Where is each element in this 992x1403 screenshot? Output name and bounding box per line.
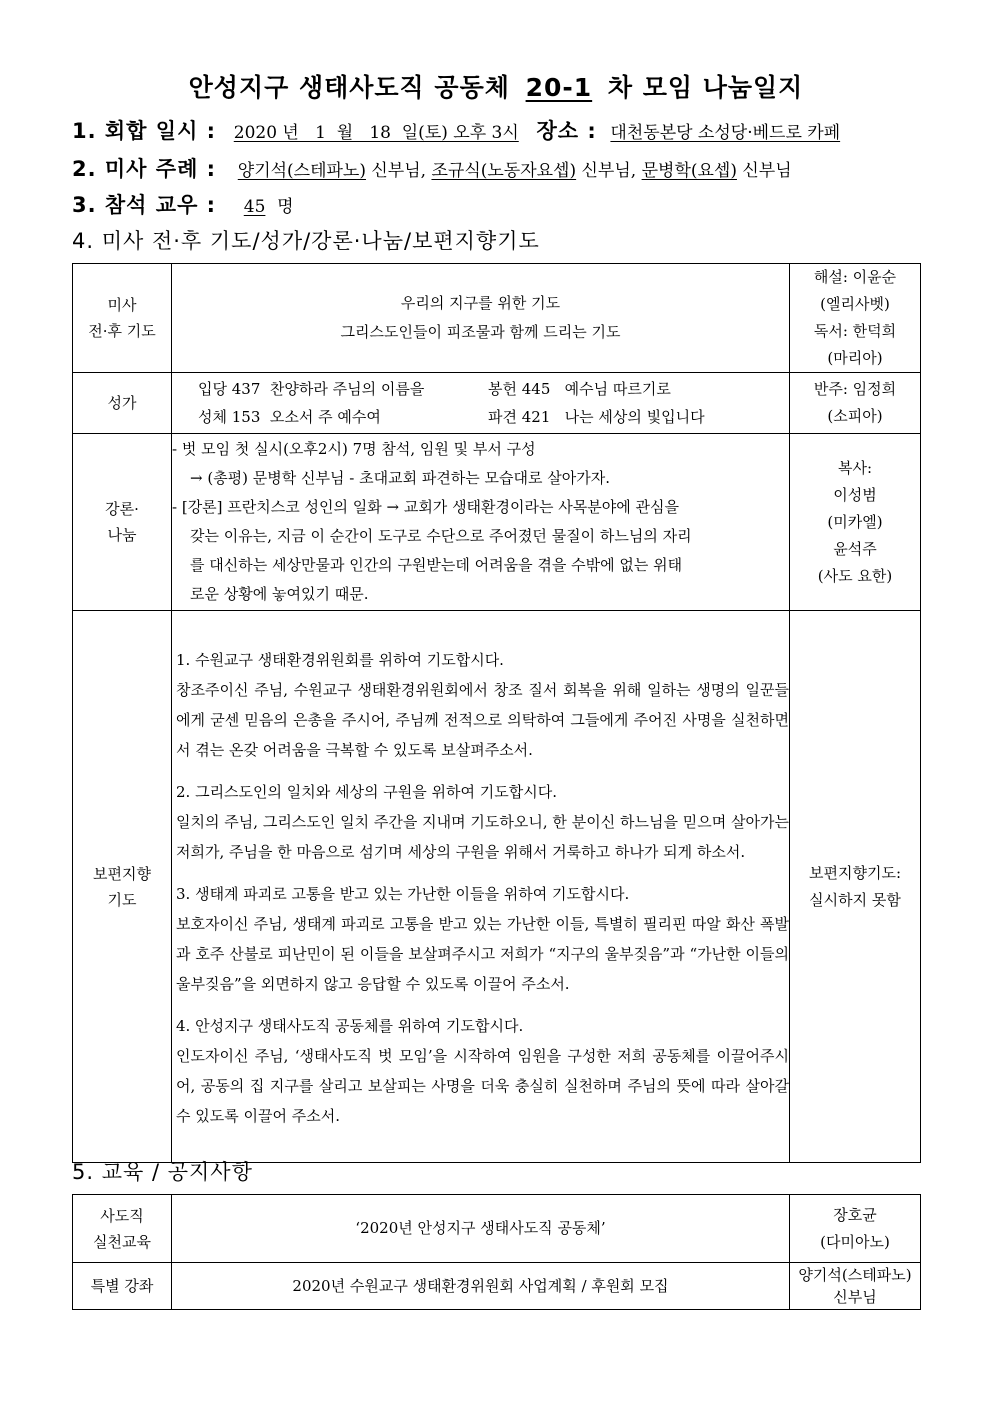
side-line: 윤석주 — [833, 539, 877, 558]
row-header-line: 실천교육 — [93, 1232, 151, 1251]
priest-3-title: 신부님 — [736, 161, 792, 181]
table-row — [73, 1263, 921, 1310]
row-header — [73, 434, 172, 611]
prayer-intention: 2. 그리스도인의 일치와 세상의 구원을 위하여 기도합시다. 일치의 주님, 그리스도인 일치 주간을 지내며 기도하오니, 한 분이신 하느님을 믿으며 살아가는 저희가, 주님을 한 마음으로 섬기며 세상의 구원을 위해서 거룩하고 하나가 되게 하소서. — [176, 782, 789, 861]
table-row — [73, 1195, 921, 1263]
side-line: 신부님 — [833, 1288, 877, 1306]
side-line: (미카엘) — [827, 512, 883, 531]
row-header — [73, 1195, 172, 1263]
hymn-entry: 봉헌 445 예수님 따르기로 — [488, 380, 671, 398]
attendance-unit: 명 — [277, 197, 294, 217]
section-4-title: 4. 미사 전·후 기도/성가/강론·나눔/보편지향기도 — [72, 229, 540, 253]
lecture-line: 를 대신하는 세상만물과 인간의 구원받는데 어려움을 겪을 수밖에 없는 위태 — [190, 556, 683, 574]
row-header-line: 보편지향 — [93, 864, 151, 883]
lecture-line: 로운 상황에 놓여있기 때문. — [190, 585, 369, 603]
row-header — [73, 264, 172, 373]
lecture-line: - [강론] 프란치스코 성인의 일화 → 교회가 생태환경이라는 사목분야에 관심을 — [172, 498, 679, 516]
row-side — [790, 1263, 921, 1310]
side-line: 이성범 — [833, 485, 877, 504]
priest-3: 문병학(요셉) — [641, 161, 737, 181]
row-header-line: 미사 — [107, 296, 137, 314]
place-label: 장소 : — [536, 119, 597, 143]
side-line: 장호균 — [833, 1205, 877, 1224]
row-header-line: 사도직 — [100, 1206, 144, 1225]
row-side — [790, 1195, 921, 1263]
title-suffix: 차 모임 나눔일지 — [607, 73, 804, 102]
notice-table — [72, 1194, 921, 1310]
table-row — [73, 434, 921, 611]
celebrants — [238, 161, 792, 181]
prayer-title: 우리의 지구를 위한 기도 — [400, 294, 561, 312]
side-line: 반주: 임정희 — [813, 380, 897, 398]
row-header: 특별 강좌 — [73, 1263, 172, 1310]
side-line: 해설: 이윤순 — [813, 268, 897, 286]
document-title — [0, 68, 992, 104]
meeting-datetime-line — [72, 115, 840, 145]
priest-2-title: 신부님, — [576, 161, 642, 181]
row-header-line: 기도 — [107, 890, 137, 909]
row-header: 성가 — [73, 373, 172, 434]
row-header-line: 강론· — [105, 500, 139, 518]
meeting-datetime: 2020 년 1 월 18 일(토) 오후 3시 — [233, 123, 519, 143]
side-line: (다미아노) — [820, 1232, 890, 1251]
attendance-label: 3. 참석 교우 : — [72, 193, 217, 217]
hymn-list — [172, 375, 789, 431]
hymn-entry: 파견 421 나는 세상의 빛입니다 — [488, 408, 705, 426]
side-line: (엘리사벳) — [820, 295, 890, 313]
row-content — [172, 264, 790, 373]
universal-prayers — [172, 635, 789, 1139]
section-5-title: 5. 교육 / 공지사항 — [72, 1160, 253, 1184]
row-content — [172, 434, 790, 611]
lecture-line: - 벗 모임 첫 실시(오후2시) 7명 참석, 임원 및 부서 구성 — [172, 440, 536, 458]
hymn-entry: 입당 437 찬양하라 주님의 이름을 — [198, 380, 425, 398]
hymn-entry: 성체 153 오소서 주 예수여 — [198, 408, 381, 426]
side-line: 복사: — [837, 458, 873, 477]
prayer-title: 그리스도인들이 피조물과 함께 드리는 기도 — [340, 323, 621, 341]
mass-table — [72, 263, 921, 1163]
table-row — [73, 611, 921, 1163]
prayer-intention: 1. 수원교구 생태환경위원회를 위하여 기도합시다. 창조주이신 주님, 수원교구 생태환경위원회에서 창조 질서 회복을 위해 일하는 생명의 일꾼들에게 굳센 믿음의 은총을 주시어, 주님께 전적으로 의탁하여 그들에게 주어진 사명을 실천하면서 겪는 온갖 어려움을 극복할 수 있도록 보살펴주소서. — [176, 650, 789, 759]
priest-1: 양기석(스테파노) — [237, 161, 366, 181]
row-side — [790, 264, 921, 373]
title-prefix: 안성지구 생태사도직 공동체 — [188, 73, 510, 102]
row-side — [790, 611, 921, 1163]
prayer-intention: 3. 생태계 파괴로 고통을 받고 있는 가난한 이들을 위하여 기도합시다. 보호자이신 주님, 생태계 파괴로 고통을 받고 있는 가난한 이들, 특별히 필리핀 따알 화산 폭발과 호주 산불로 피난민이 된 이들을 보살펴주시고 저희가 “지구의 울부짖음”과 “가난한 이들의 울부짖음”을 외면하지 않고 응답할 수 있도록 이끌어 주소서. — [176, 884, 789, 993]
side-line: (사도 요한) — [817, 566, 893, 585]
side-line: 실시하지 못함 — [809, 890, 901, 909]
priest-1-title: 신부님, — [365, 161, 432, 181]
lecture-line: → (총평) 문병학 신부님 - 초대교회 파견하는 모습대로 살아가자. — [190, 469, 611, 487]
mass-celebrants-line — [72, 153, 792, 183]
side-line: (마리아) — [827, 349, 883, 367]
meeting-place: 대천동본당 소성당·베드로 카페 — [610, 123, 841, 143]
mass-label: 2. 미사 주례 : — [72, 157, 217, 181]
attendance-line — [72, 189, 294, 219]
row-content — [172, 611, 790, 1163]
side-line: (소피아) — [827, 407, 883, 425]
meeting-label: 1. 회합 일시 : — [72, 119, 217, 143]
priest-2: 조규식(노동자요셉) — [431, 161, 577, 181]
row-side — [790, 434, 921, 611]
table-row — [73, 264, 921, 373]
notice-content: 2020년 수원교구 생태환경위원회 사업계획 / 후원회 모집 — [172, 1263, 790, 1310]
side-line: 양기석(스테파노) — [798, 1266, 912, 1284]
notice-content: ‘2020년 안성지구 생태사도직 공동체’ — [172, 1195, 790, 1263]
lecture-notes — [172, 434, 789, 610]
row-header — [73, 611, 172, 1163]
meeting-number: 20-1 — [525, 73, 593, 102]
lecture-line: 갖는 이유는, 지금 이 순간이 도구로 수단으로 주어졌던 물질이 하느님의 자리 — [190, 527, 692, 545]
side-line: 독서: 한덕희 — [813, 322, 897, 340]
row-header-line: 전·후 기도 — [88, 322, 156, 340]
attendance-count: 45 — [243, 197, 266, 217]
row-header-line: 나눔 — [107, 526, 137, 544]
table-row — [73, 373, 921, 434]
prayer-intention: 4. 안성지구 생태사도직 공동체를 위하여 기도합시다. 인도자이신 주님, ‘생태사도직 벗 모임’을 시작하여 임원을 구성한 저희 공동체를 이끌어주시어, 공동의 집 지구를 살리고 보살피는 사명을 더욱 충실히 실천하며 주님의 뜻에 따라 살아갈 수 있도록 이끌어 주소서. — [176, 1016, 789, 1125]
side-line: 보편지향기도: — [809, 863, 901, 882]
row-content — [172, 373, 790, 434]
row-side — [790, 373, 921, 434]
